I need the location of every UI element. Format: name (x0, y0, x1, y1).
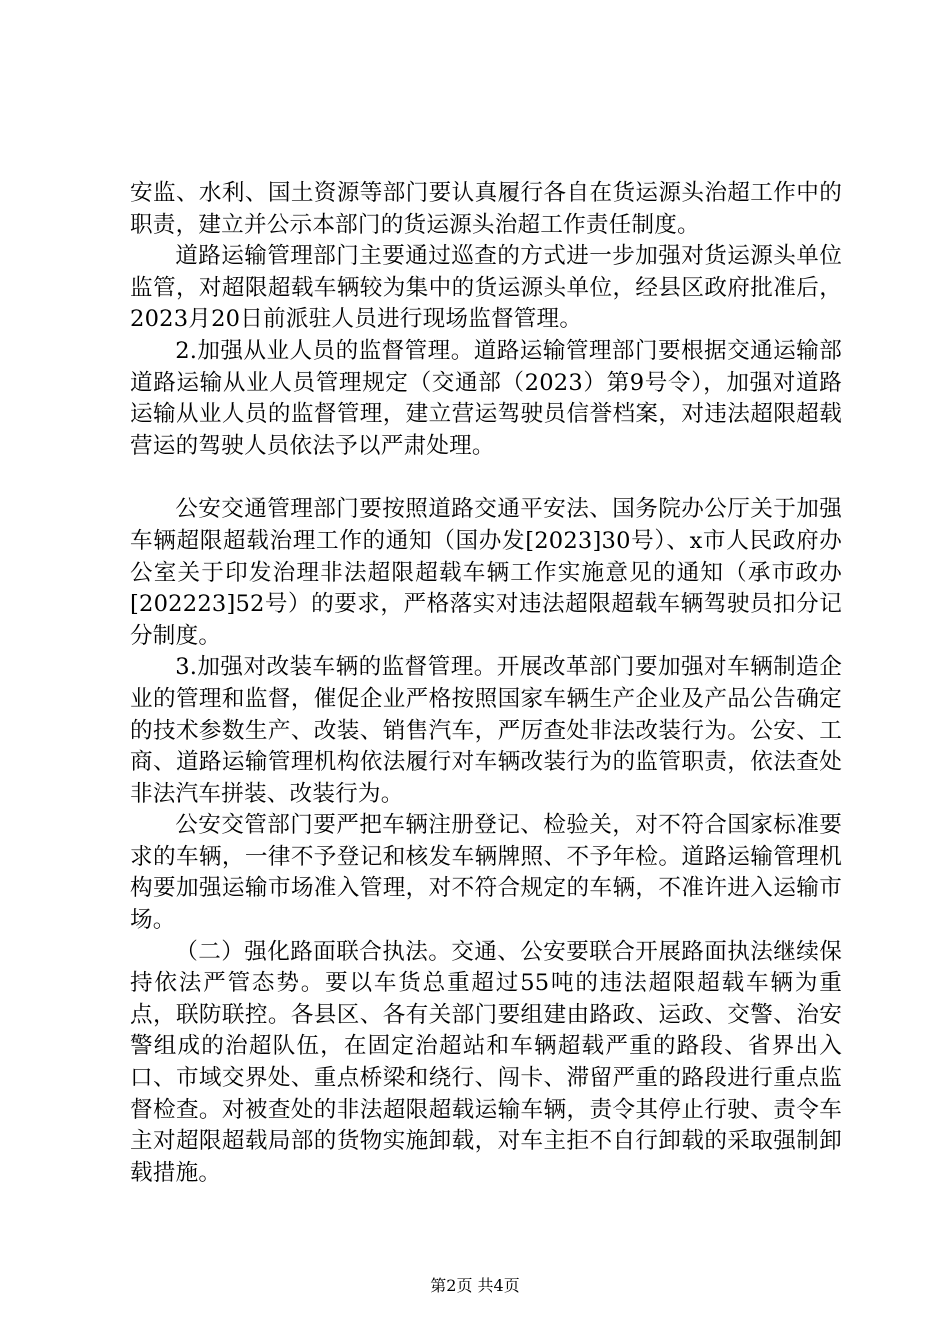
paragraph-traffic-police: 公安交通管理部门要按照道路交通平安法、国务院办公厅关于加强车辆超限超载治理工作的通知（国办发[2023]30号）、x市人民政府办公室关于印发治理非法超限超载车辆工作实施意见的通知（承市政办[202223]52号）的要求，严格落实对违法超限超载车辆驾驶员扣分记分制度。 (130, 496, 842, 649)
document-body (130, 178, 842, 1189)
paragraph-practitioner-management: 2.加强从业人员的监督管理。道路运输管理部门要根据交通运输部道路运输从业人员管理规定（交通部（2023）第9号令），加强对道路运输从业人员的监督管理，建立营运驾驶员信誉档案，对违法超限超载营运的驾驶人员依法予以严肃处理。 (130, 337, 842, 459)
paragraph-modified-vehicles: 3.加强对改装车辆的监督管理。开展改革部门要加强对车辆制造企业的管理和监督，催促企业严格按照国家车辆生产企业及产品公告确定的技术参数生产、改装、销售汽车，严厉查处非法改装行为。公安、工商、道路运输管理机构依法履行对车辆改装行为的监管职责，依法查处非法汽车拼装、改装行为。 (130, 654, 842, 807)
paragraph-continuation: 安监、水利、国土资源等部门要认真履行各自在货运源头治超工作中的职责，建立并公示本部门的货运源头治超工作责任制度。 (130, 180, 842, 238)
page-number: 第2页 共4页 (430, 1276, 520, 1295)
paragraph-joint-enforcement: （二）强化路面联合执法。交通、公安要联合开展路面执法继续保持依法严管态势。要以车货总重超过55吨的违法超限超载车辆为重点，联防联控。各县区、各有关部门要组建由路政、运政、交警、治安警组成的治超队伍，在固定治超站和车辆超载严重的路段、省界出入口、市域交界处、重点桥梁和绕行、闯卡、滞留严重的路段进行重点监督检查。对被查处的非法超限超载运输车辆，责令其停止行驶、责令车主对超限超载局部的货物实施卸载，对车主拒不自行卸载的采取强制卸载措施。 (130, 938, 842, 1186)
paragraph-registration-inspection: 公安交管部门要严把车辆注册登记、检验关，对不符合国家标准要求的车辆，一律不予登记和核发车辆牌照、不予年检。道路运输管理机构要加强运输市场准入管理，对不符合规定的车辆，不准许进入运输市场。 (130, 812, 842, 934)
page-footer (0, 1276, 950, 1296)
paragraph-road-transport-supervision: 道路运输管理部门主要通过巡查的方式进一步加强对货运源头单位监管，对超限超载车辆较为集中的货运源头单位，经县区政府批准后，2023月20日前派驻人员进行现场监督管理。 (130, 243, 842, 333)
